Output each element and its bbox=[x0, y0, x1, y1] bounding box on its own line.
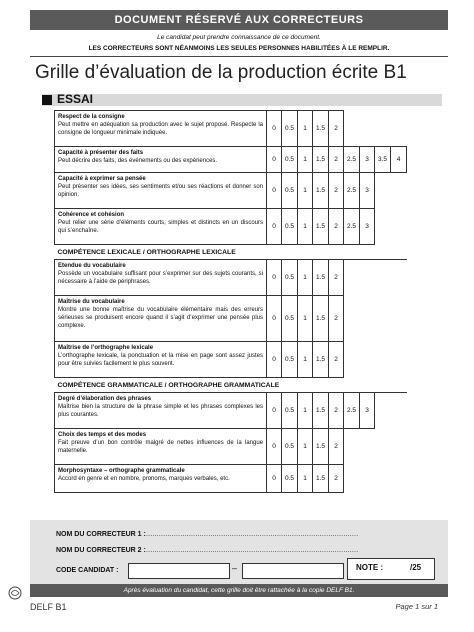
empty-cell bbox=[344, 342, 360, 378]
score-option[interactable]: 1.5 bbox=[313, 173, 329, 209]
empty-cell bbox=[344, 260, 360, 296]
empty-cell bbox=[360, 465, 375, 493]
score-option[interactable]: 0 bbox=[267, 465, 282, 493]
criterion-text: Peut décrire des faits, des événements ou des expériences. bbox=[58, 158, 218, 165]
score-option[interactable]: 2 bbox=[329, 342, 344, 378]
score-option[interactable]: 2 bbox=[329, 296, 344, 342]
score-option[interactable]: 1 bbox=[298, 209, 313, 245]
empty-cell bbox=[391, 173, 407, 209]
candidate-code-box-2[interactable] bbox=[242, 563, 344, 579]
score-option[interactable]: 3 bbox=[360, 147, 375, 173]
criterion-row bbox=[55, 342, 407, 378]
score-option[interactable]: 2 bbox=[329, 147, 344, 173]
section-label: ESSAI bbox=[57, 92, 94, 106]
score-option[interactable]: 4 bbox=[391, 147, 407, 173]
empty-cell bbox=[391, 465, 407, 493]
empty-cell bbox=[344, 111, 360, 147]
score-option[interactable]: 0 bbox=[267, 209, 282, 245]
score-option[interactable]: 1 bbox=[298, 342, 313, 378]
note-value: /25 bbox=[410, 563, 422, 572]
empty-cell bbox=[375, 260, 391, 296]
empty-cell bbox=[375, 342, 391, 378]
score-option[interactable]: 0.5 bbox=[282, 465, 298, 493]
score-option[interactable]: 2.5 bbox=[344, 173, 360, 209]
section-square-icon bbox=[42, 95, 52, 105]
score-option[interactable]: 0 bbox=[267, 111, 282, 147]
empty-cell bbox=[360, 429, 375, 465]
score-option[interactable]: 2.5 bbox=[344, 393, 360, 429]
score-option[interactable]: 1 bbox=[298, 296, 313, 342]
criterion-text: Peut présenter ses idées, ses sentiments et/ou ses réactions et donner son opinion. bbox=[58, 184, 263, 199]
score-option[interactable]: 1.5 bbox=[313, 111, 329, 147]
section-bar bbox=[42, 94, 442, 106]
criterion-title: Cohérence et cohésion bbox=[58, 212, 125, 218]
empty-cell bbox=[375, 111, 391, 147]
empty-cell bbox=[391, 393, 407, 429]
empty-cell bbox=[344, 465, 360, 493]
criterion-text: Peut mettre en adéquation sa production avec le sujet proposé. Respecte la consigne de longueur minimale indiquée. bbox=[58, 122, 263, 137]
score-option[interactable]: 3 bbox=[360, 209, 375, 245]
empty-cell bbox=[375, 296, 391, 342]
empty-cell bbox=[375, 465, 391, 493]
footer-exam-label: DELF B1 bbox=[30, 602, 67, 612]
score-option[interactable]: 0.5 bbox=[282, 342, 298, 378]
criterion-row bbox=[55, 173, 407, 209]
note-label: NOTE : bbox=[356, 563, 384, 572]
score-option[interactable]: 0 bbox=[267, 147, 282, 173]
empty-cell bbox=[360, 260, 375, 296]
score-option[interactable]: 1 bbox=[298, 111, 313, 147]
score-option[interactable]: 0.5 bbox=[282, 260, 298, 296]
criterion-description bbox=[55, 111, 267, 147]
score-option[interactable]: 2.5 bbox=[344, 147, 360, 173]
page-title: Grille d’évaluation de la production écrite B1 bbox=[35, 62, 407, 83]
footer-banner: Après évaluation du candidat, cette grille doit être rattachée à la copie DELF B1. bbox=[30, 584, 448, 597]
criterion-row bbox=[55, 429, 407, 465]
score-option[interactable]: 3 bbox=[360, 173, 375, 209]
criterion-row bbox=[55, 147, 407, 173]
score-option[interactable]: 1.5 bbox=[313, 296, 329, 342]
criterion-title: Capacité à exprimer sa pensée bbox=[58, 176, 146, 182]
criterion-title: Maîtrise du vocabulaire bbox=[58, 299, 125, 305]
criterion-title: Capacité à présenter des faits bbox=[58, 150, 144, 156]
section-heading: COMPÉTENCE GRAMMATICALE / ORTHOGRAPHE GRAMMATICALE bbox=[55, 378, 407, 393]
empty-cell bbox=[391, 429, 407, 465]
score-option[interactable]: 2 bbox=[329, 260, 344, 296]
criterion-description bbox=[55, 260, 267, 296]
score-option[interactable]: 1.5 bbox=[313, 209, 329, 245]
criterion-row bbox=[55, 111, 407, 147]
code-label: CODE CANDIDAT : bbox=[56, 567, 119, 574]
score-option[interactable]: 3.5 bbox=[375, 147, 391, 173]
score-option[interactable]: 0 bbox=[267, 260, 282, 296]
empty-cell bbox=[375, 429, 391, 465]
score-option[interactable]: 1.5 bbox=[313, 393, 329, 429]
score-option[interactable]: 0.5 bbox=[282, 393, 298, 429]
criterion-row bbox=[55, 296, 407, 342]
score-option[interactable]: 0.5 bbox=[282, 429, 298, 465]
criterion-text: Accord en genre et en nombre, pronoms, marques verbales, etc. bbox=[58, 476, 230, 483]
score-option[interactable]: 1 bbox=[298, 429, 313, 465]
criterion-title: Maîtrise de l’orthographe lexicale bbox=[58, 345, 154, 351]
empty-cell bbox=[375, 393, 391, 429]
score-option[interactable]: 1 bbox=[298, 173, 313, 209]
corrector1-label: NOM DU CORRECTEUR 1 : bbox=[56, 531, 146, 538]
correctors-note: LES CORRECTEURS SONT NÉANMOINS LES SEULES PERSONNES HABILITÉES À LE REMPLIR. bbox=[88, 45, 390, 52]
score-option[interactable]: 1 bbox=[298, 147, 313, 173]
criterion-title: Choix des temps et des modes bbox=[58, 432, 147, 438]
corrector2-label: NOM DU CORRECTEUR 2 : bbox=[56, 547, 146, 554]
score-option[interactable]: 0 bbox=[267, 393, 282, 429]
criterion-text: Fait preuve d’un bon contrôle malgré de nettes influences de la langue maternelle. bbox=[58, 440, 263, 455]
empty-cell bbox=[375, 209, 391, 245]
section-heading: COMPÉTENCE LEXICALE / ORTHOGRAPHE LEXICALE bbox=[55, 245, 407, 260]
evaluation-grid bbox=[54, 110, 407, 493]
empty-cell bbox=[391, 111, 407, 147]
empty-cell bbox=[391, 342, 407, 378]
criterion-description bbox=[55, 173, 267, 209]
score-option[interactable]: 2.5 bbox=[344, 209, 360, 245]
criterion-description bbox=[55, 429, 267, 465]
score-option[interactable]: 1 bbox=[298, 393, 313, 429]
section-heading-row bbox=[55, 378, 407, 393]
criterion-text: Peut relier une série d’éléments courts, simples et distincts en un discours qui s’enchaîne. bbox=[58, 220, 263, 235]
score-option[interactable]: 1.5 bbox=[313, 465, 329, 493]
score-option[interactable]: 0.5 bbox=[282, 296, 298, 342]
empty-cell bbox=[375, 173, 391, 209]
criterion-title: Morphosyntaxe – orthographe grammaticale bbox=[58, 468, 185, 474]
score-option[interactable]: 2 bbox=[329, 209, 344, 245]
code-separator: – bbox=[232, 563, 238, 573]
empty-cell bbox=[360, 111, 375, 147]
score-option[interactable]: 1.5 bbox=[313, 260, 329, 296]
criterion-description bbox=[55, 342, 267, 378]
score-option[interactable]: 0 bbox=[267, 342, 282, 378]
criterion-description bbox=[55, 393, 267, 429]
score-option[interactable]: 1.5 bbox=[313, 342, 329, 378]
criterion-text: L’orthographe lexicale, la ponctuation et la mise en page sont assez justes pour être suivies facilement le plus souvent. bbox=[58, 353, 263, 368]
criterion-title: Etendue du vocabulaire bbox=[58, 263, 126, 269]
criterion-row bbox=[55, 465, 407, 493]
score-option[interactable]: 0.5 bbox=[282, 209, 298, 245]
score-option[interactable]: 2 bbox=[329, 465, 344, 493]
corrector2-field[interactable]: ................................................................................................... bbox=[146, 547, 359, 554]
empty-cell bbox=[391, 260, 407, 296]
criterion-row bbox=[55, 260, 407, 296]
criterion-text: Maîtrise bien la structure de la phrase simple et les phrases complexes les plus courantes. bbox=[58, 404, 263, 419]
criterion-row bbox=[55, 209, 407, 245]
score-option[interactable]: 0 bbox=[267, 173, 282, 209]
score-option[interactable]: 0.5 bbox=[282, 147, 298, 173]
page-number: Page 1 sur 1 bbox=[395, 602, 438, 611]
empty-cell bbox=[344, 429, 360, 465]
reserved-banner: DOCUMENT RÉSERVÉ AUX CORRECTEURS bbox=[30, 10, 448, 30]
score-option[interactable]: 0.5 bbox=[282, 111, 298, 147]
score-option[interactable]: 3 bbox=[360, 393, 375, 429]
score-option[interactable]: 1.5 bbox=[313, 429, 329, 465]
corrector1-field[interactable]: ................................................................................................... bbox=[146, 531, 359, 538]
criterion-description bbox=[55, 209, 267, 245]
score-option[interactable]: 2 bbox=[329, 111, 344, 147]
criterion-description bbox=[55, 465, 267, 493]
empty-cell bbox=[360, 296, 375, 342]
criterion-description bbox=[55, 147, 267, 173]
empty-cell bbox=[344, 296, 360, 342]
section-heading-row bbox=[55, 245, 407, 260]
empty-cell bbox=[391, 296, 407, 342]
criterion-text: Montre une bonne maîtrise du vocabulaire élémentaire mais des erreurs sérieuses se produisent encore quand il s’agit d’exprimer une pensée plus complexe. bbox=[58, 307, 263, 330]
score-option[interactable]: 1.5 bbox=[313, 147, 329, 173]
delf-logo-icon bbox=[8, 584, 28, 602]
candidate-note: Le candidat peut prendre connaissance de ce document. bbox=[157, 34, 321, 41]
candidate-code-box-1[interactable] bbox=[128, 563, 230, 579]
score-option[interactable]: 2 bbox=[329, 429, 344, 465]
score-option[interactable]: 0 bbox=[267, 296, 282, 342]
empty-cell bbox=[391, 209, 407, 245]
criterion-title: Respect de la consigne bbox=[58, 114, 125, 120]
divider bbox=[30, 56, 448, 57]
score-option[interactable]: 0.5 bbox=[282, 173, 298, 209]
criterion-row bbox=[55, 393, 407, 429]
score-option[interactable]: 1 bbox=[298, 465, 313, 493]
score-option[interactable]: 0 bbox=[267, 429, 282, 465]
score-option[interactable]: 2 bbox=[329, 173, 344, 209]
score-option[interactable]: 2 bbox=[329, 393, 344, 429]
criterion-description bbox=[55, 296, 267, 342]
empty-cell bbox=[360, 342, 375, 378]
criterion-text: Possède un vocabulaire suffisant pour s’exprimer sur des sujets courants, si nécessaire à l’aide de périphrases. bbox=[58, 271, 263, 286]
score-option[interactable]: 1 bbox=[298, 260, 313, 296]
criterion-title: Degré d’élaboration des phrases bbox=[58, 396, 152, 402]
